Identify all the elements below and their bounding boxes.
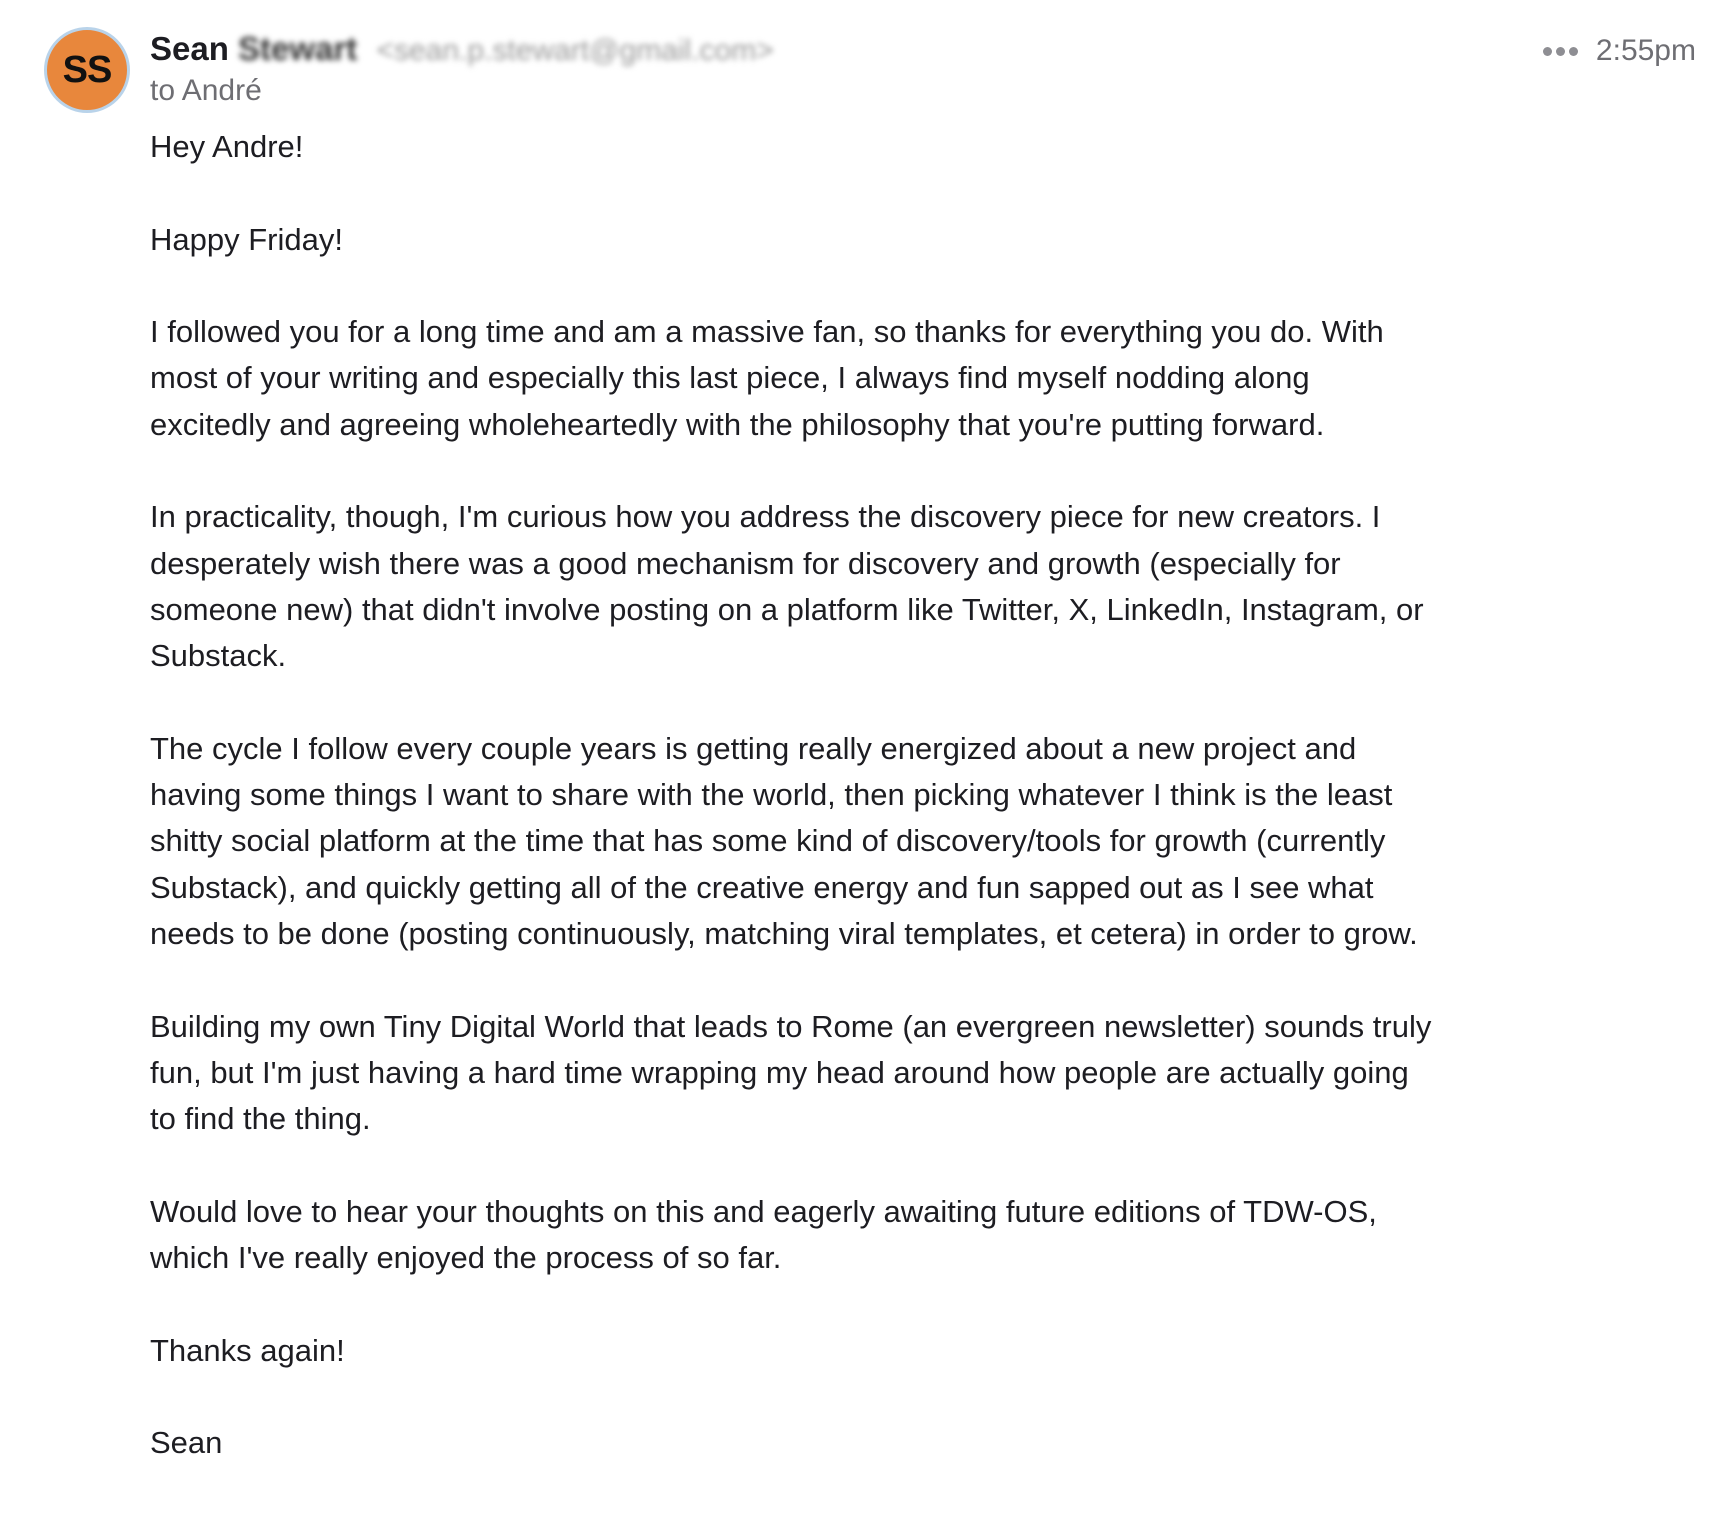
message-line: Thanks again! xyxy=(150,1332,345,1368)
sender-last-name-redacted: Stewart xyxy=(238,30,358,67)
message-line: Building my own Tiny Digital World that leads to Rome (an evergreen newsletter) sounds truly xyxy=(150,1008,1432,1044)
message-line: most of your writing and especially this last piece, I always find myself nodding along xyxy=(150,360,1310,396)
message-line: Sean xyxy=(150,1425,223,1461)
message-line: needs to be done (posting continuously, matching viral templates, et cetera) in order to grow. xyxy=(150,916,1418,952)
message-line: fun, but I'm just having a hard time wrapping my head around how people are actually going xyxy=(150,1054,1409,1090)
message-line: Happy Friday! xyxy=(150,221,343,257)
sender-email-redacted: <sean.p.stewart@gmail.com> xyxy=(376,34,774,67)
sender-first-name: Sean xyxy=(150,30,229,67)
message-paragraph xyxy=(150,1189,1431,1282)
message-line: Would love to hear your thoughts on this and eagerly awaiting future editions of TDW-OS, xyxy=(150,1193,1377,1229)
message-line: excitedly and agreeing wholeheartedly with the philosophy that you're putting forward. xyxy=(150,406,1325,442)
message-line: Hey Andre! xyxy=(150,129,304,164)
message-paragraph xyxy=(150,1420,1431,1466)
message-paragraph xyxy=(150,726,1431,957)
message-paragraph xyxy=(150,494,1431,679)
message-line: having some things I want to share with the world, then picking whatever I think is the least xyxy=(150,777,1393,813)
message-line: which I've really enjoyed the process of so far. xyxy=(150,1240,782,1276)
ellipsis-icon[interactable] xyxy=(1543,47,1578,56)
message-line: I followed you for a long time and am a massive fan, so thanks for everything you do. With xyxy=(150,314,1384,350)
timestamp: 2:55pm xyxy=(1595,34,1696,67)
message-paragraph xyxy=(150,1004,1431,1143)
message-meta xyxy=(1543,34,1696,68)
message-line: Substack. xyxy=(150,638,287,674)
message-line: The cycle I follow every couple years is getting really energized about a new project and xyxy=(150,730,1357,766)
message-line: In practicality, though, I'm curious how you address the discovery piece for new creators. I xyxy=(150,499,1381,535)
message-paragraph xyxy=(150,309,1431,448)
message-paragraph xyxy=(150,1328,1431,1374)
message-line: desperately wish there was a good mechanism for discovery and growth (especially for xyxy=(150,545,1341,581)
message-paragraph xyxy=(150,124,1431,170)
recipient-line[interactable]: to André xyxy=(150,74,262,107)
message-line: shitty social platform at the time that has some kind of discovery/tools for growth (currently xyxy=(150,823,1386,859)
message-body xyxy=(150,124,1431,1513)
message-line: someone new) that didn't involve posting on a platform like Twitter, X, LinkedIn, Instagram, or xyxy=(150,591,1424,627)
avatar[interactable]: SS xyxy=(44,27,130,113)
message-paragraph xyxy=(150,217,1431,263)
message-line: Substack), and quickly getting all of the creative energy and fun sapped out as I see what xyxy=(150,869,1374,905)
message-line: to find the thing. xyxy=(150,1101,371,1137)
sender-line xyxy=(150,30,774,68)
